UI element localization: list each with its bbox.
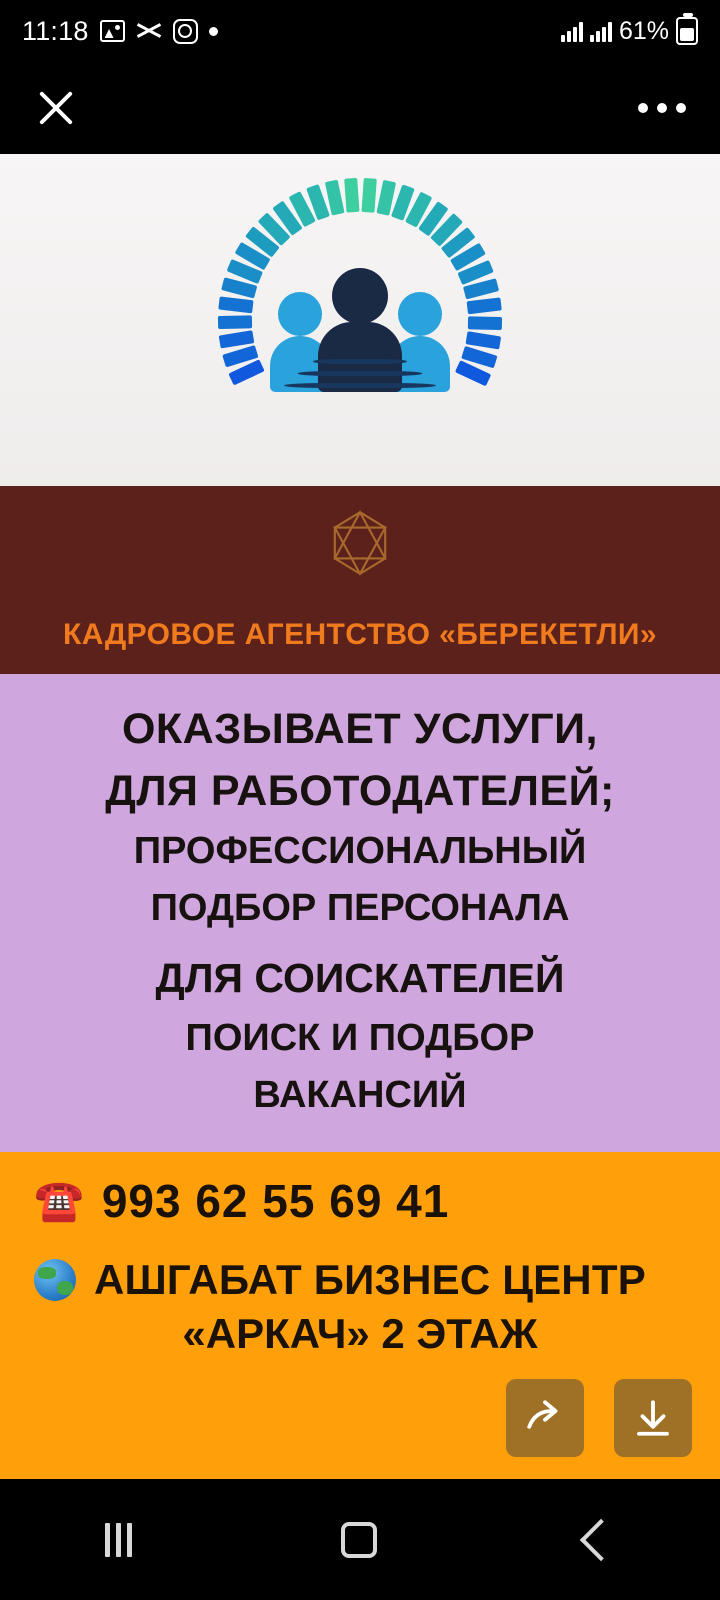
viewer-toolbar [0,62,720,154]
address-row [14,1256,706,1304]
services-line-7: ВАКАНСИЙ [253,1074,467,1117]
logo-ray [467,297,502,314]
signal-icon-2 [590,20,612,42]
share-button[interactable] [506,1379,584,1457]
agency-title-band [0,486,720,674]
phone-row [14,1174,706,1228]
download-icon [632,1397,674,1439]
status-bar-right [561,17,698,46]
download-button[interactable] [614,1379,692,1457]
image-viewer-content[interactable] [0,154,720,1479]
photo-icon [100,20,125,42]
address-line-2: «АРКАЧ» 2 ЭТАЖ [182,1310,538,1357]
instagram-icon [173,19,198,44]
logo-ray [468,316,502,330]
services-band [0,674,720,1152]
logo-ray [466,331,502,349]
logo-ray [361,178,376,213]
status-time: 11:18 [22,15,89,46]
hexagon-ornament-icon [325,508,395,578]
logo-ray [344,178,359,213]
scissors-icon [136,20,162,42]
close-icon[interactable] [34,86,78,130]
services-line-5: ДЛЯ СОИСКАТЕЛЕЙ [155,954,565,1001]
battery-icon [676,17,698,45]
more-options-icon[interactable] [638,103,686,113]
telephone-icon: ☎️ [34,1179,84,1223]
address-line-1: АШГАБАТ БИЗНЕС ЦЕНТР [94,1256,646,1303]
signal-icon [561,20,583,42]
figure-head-right [398,292,442,336]
services-line-1: ОКАЗЫВАЕТ УСЛУГИ, [121,705,599,753]
status-bar-left [22,16,218,47]
share-icon [524,1397,566,1439]
back-button[interactable] [579,1518,621,1560]
battery-percent: 61% [618,16,669,45]
home-button[interactable] [341,1522,377,1558]
image-action-buttons [506,1379,692,1457]
recent-apps-button[interactable] [105,1523,132,1557]
dot-icon [209,27,218,36]
logo-ray [218,296,253,313]
status-bar [0,0,720,62]
logo-block [0,154,720,486]
sunburst-people-logo [210,170,510,470]
figure-head-left [278,292,322,336]
globe-icon [34,1259,76,1301]
services-line-4: ПОДБОР ПЕРСОНАЛА [150,886,570,929]
wave-lines [284,350,436,390]
services-line-3: ПРОФЕССИОНАЛЬНЫЙ [133,829,587,872]
phone-number: 993 62 55 69 41 [101,1175,450,1227]
agency-title: КАДРОВОЕ АГЕНТСТВО «БЕРЕКЕТЛИ» [63,618,657,651]
logo-figures [270,248,450,398]
services-line-2: ДЛЯ РАБОТОДАТЕЛЕЙ; [105,767,615,816]
system-navigation-bar [0,1479,720,1600]
logo-ray [218,315,252,329]
figure-head-center [332,268,388,324]
services-line-6: ПОИСК И ПОДБОР [185,1017,535,1060]
